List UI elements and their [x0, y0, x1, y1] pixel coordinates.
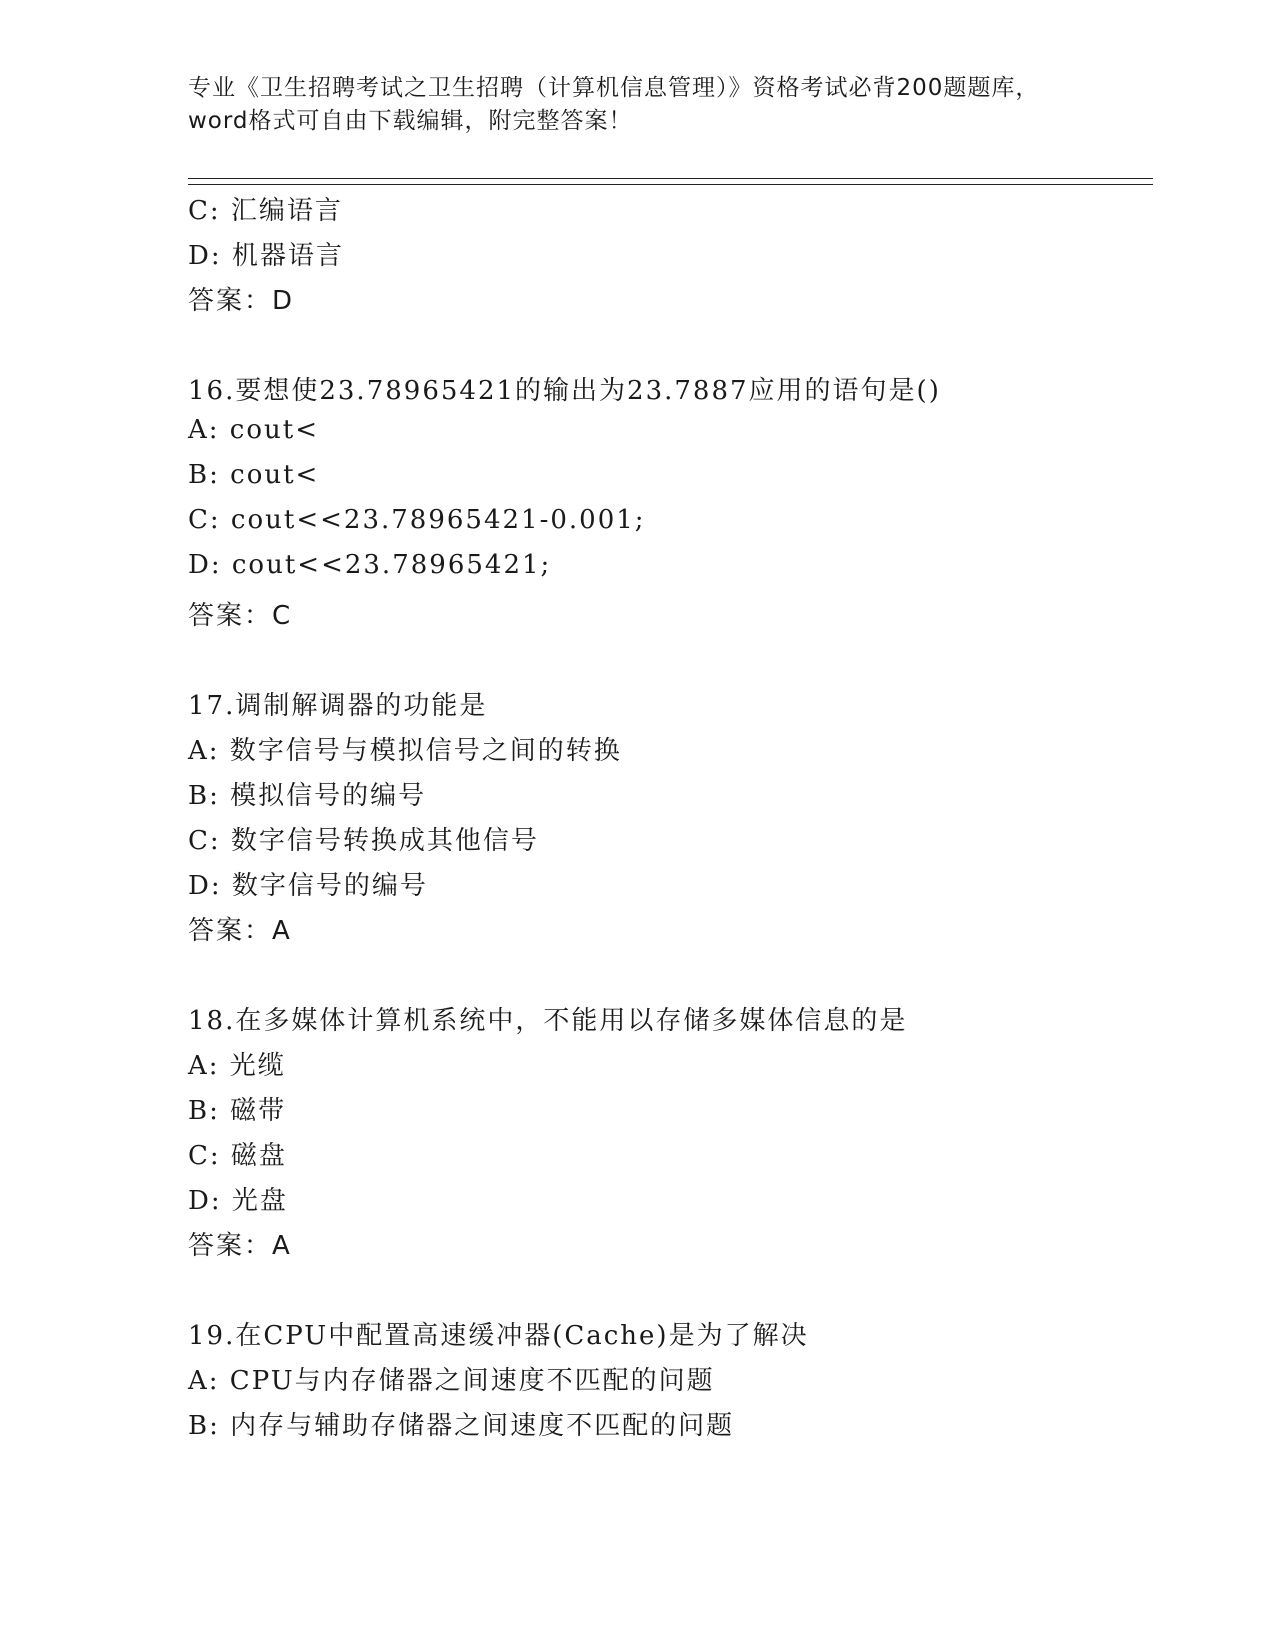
option-text: C: 汇编语言 [188, 196, 343, 226]
answer-text: 答案：C [188, 601, 293, 631]
option-text: D: 光盘 [188, 1186, 288, 1216]
option-text: C: 数字信号转换成其他信号 [188, 826, 539, 856]
option-text: B: 磁带 [188, 1096, 287, 1126]
option-text: A: 光缆 [188, 1051, 286, 1081]
option-text: B: cout< [188, 460, 320, 490]
header-rule-top [188, 178, 1153, 179]
option-text: A: cout< [188, 415, 319, 445]
answer-text: 答案：A [188, 1231, 292, 1261]
document-header [188, 72, 1088, 138]
option-text: D: 数字信号的编号 [188, 871, 428, 901]
answer-text: 答案：D [188, 286, 295, 316]
header-rule-bottom [188, 184, 1153, 185]
question-stem: 18.在多媒体计算机系统中，不能用以存储多媒体信息的是 [188, 1006, 908, 1036]
option-text: C: 磁盘 [188, 1141, 287, 1171]
option-text: A: CPU与内存储器之间速度不匹配的问题 [188, 1366, 715, 1396]
option-text: B: 内存与辅助存储器之间速度不匹配的问题 [188, 1411, 735, 1441]
option-text: A: 数字信号与模拟信号之间的转换 [188, 736, 622, 766]
header-line-1: 专业《卫生招聘考试之卫生招聘（计算机信息管理）》资格考试必背200题题库， [188, 75, 1040, 101]
option-text: C: cout<<23.78965421-0.001; [188, 505, 646, 535]
option-text: D: 机器语言 [188, 241, 344, 271]
option-text: B: 模拟信号的编号 [188, 781, 427, 811]
answer-text: 答案：A [188, 916, 292, 946]
option-text: D: cout<<23.78965421; [188, 550, 552, 580]
question-stem: 19.在CPU中配置高速缓冲器(Cache)是为了解决 [188, 1321, 809, 1351]
question-stem: 17.调制解调器的功能是 [188, 691, 488, 721]
question-stem: 16.要想使23.78965421的输出为23.7887应用的语句是() [188, 376, 941, 406]
header-line-2: word格式可自由下载编辑，附完整答案！ [188, 108, 633, 134]
